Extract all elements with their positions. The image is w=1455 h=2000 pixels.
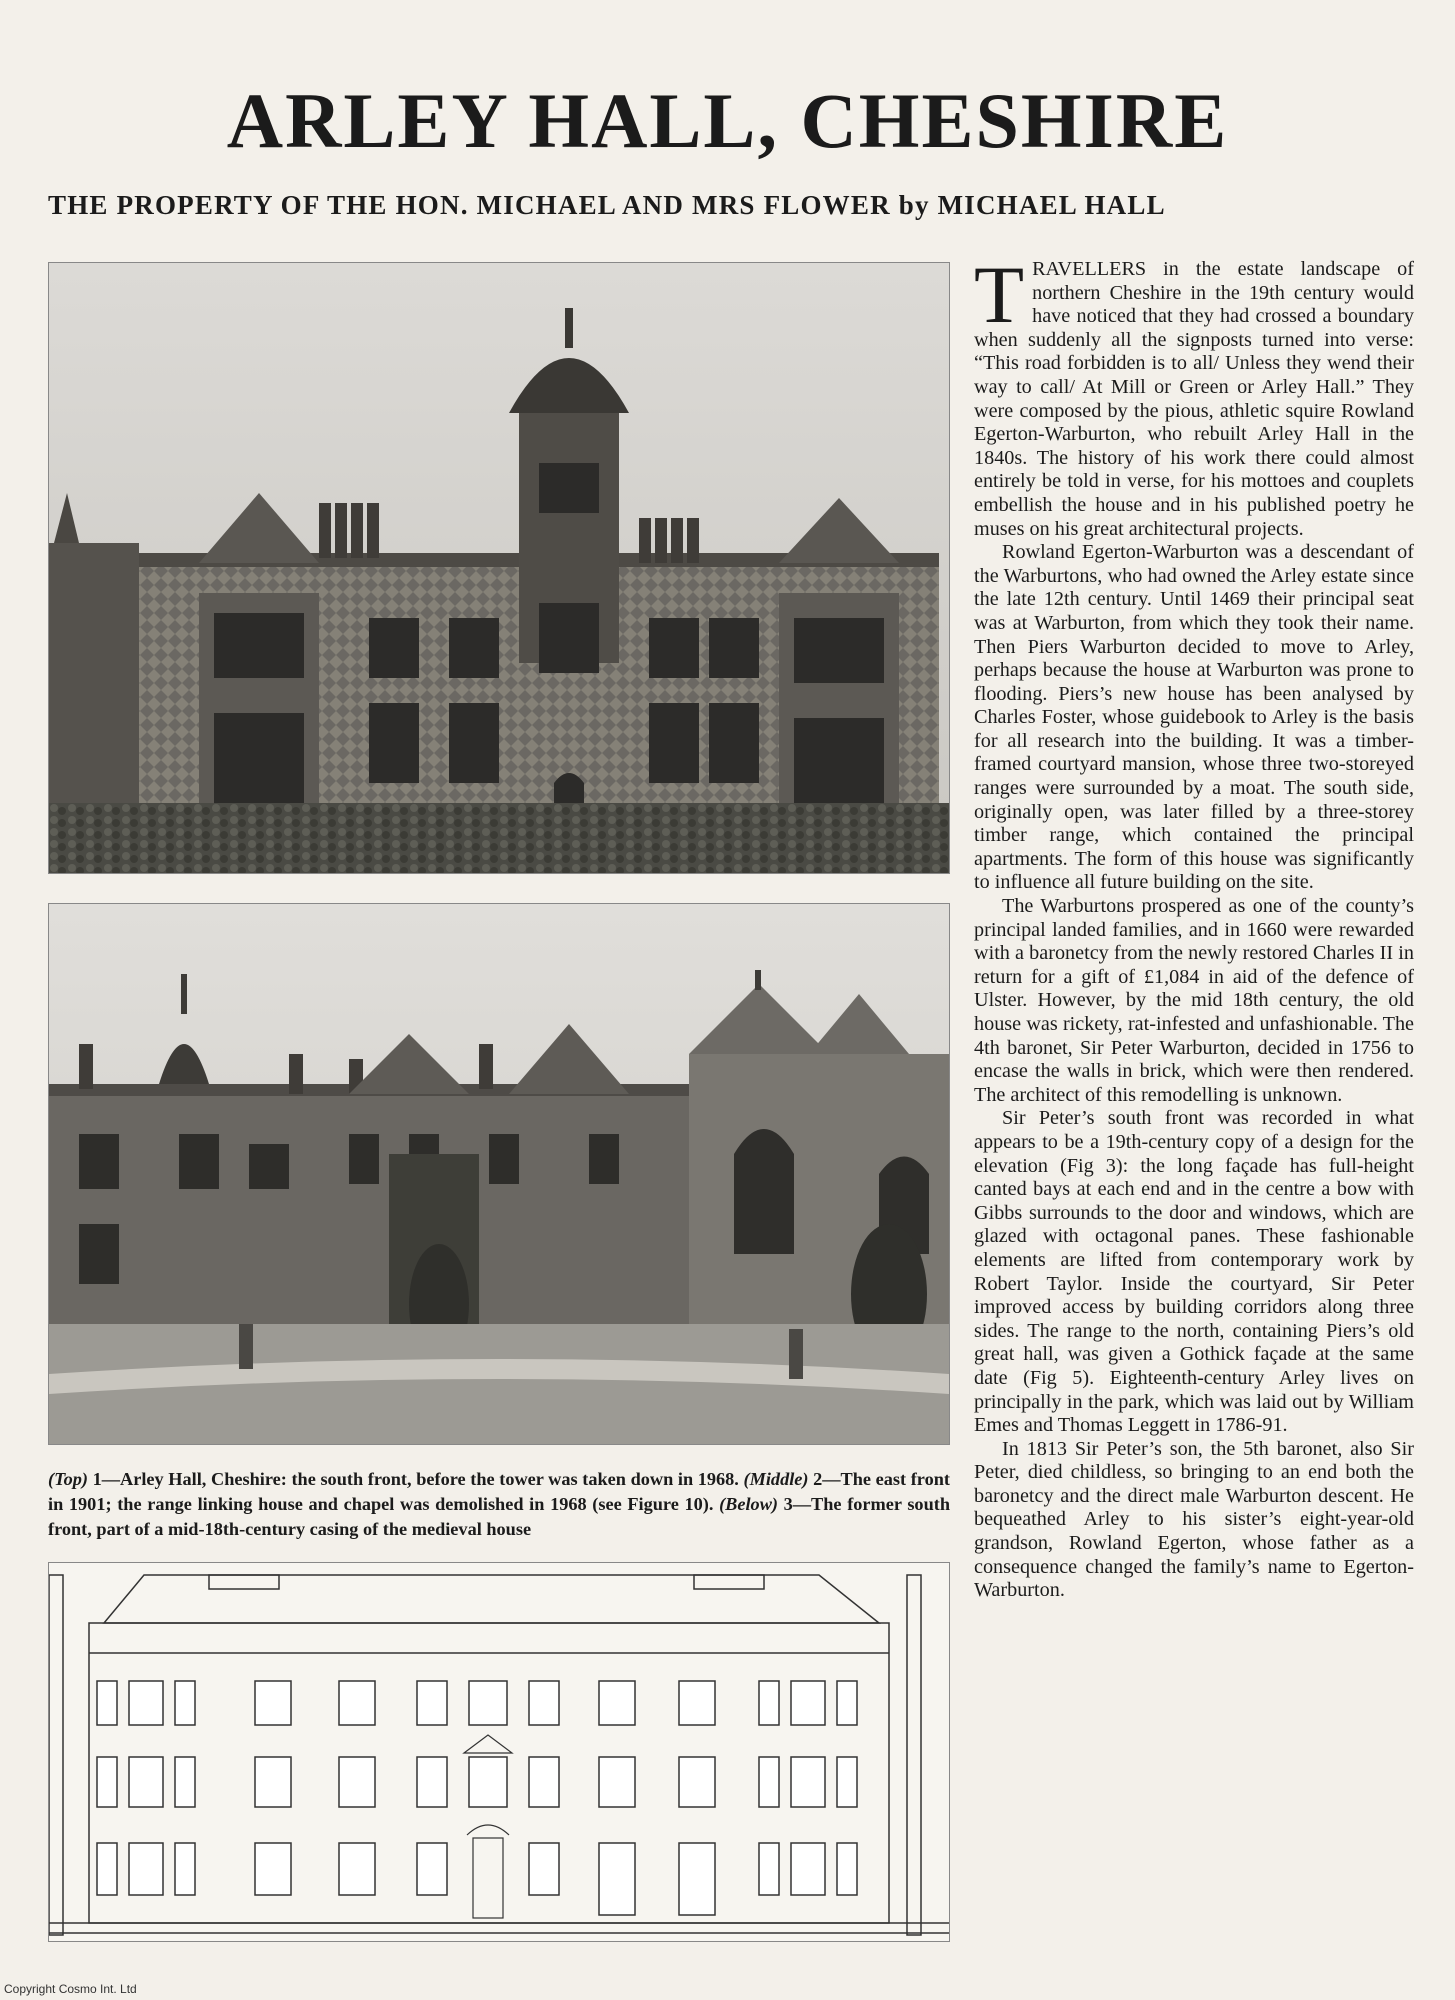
page-title: ARLEY HALL, CHESHIRE [226, 77, 1229, 164]
copyright-notice: Copyright Cosmo Int. Ltd [4, 1982, 137, 1996]
article-paragraph: The Warburtons prospered as one of the county’s principal landed families, and in 1660 were rewarded with a baronetcy from the newly restored Charles II in return for a gift of £1,084 in aid of the defence of Ulster. However, by the mid 18th century, the old house was rickety, rat-infested and unfashionable. The 4th baronet, Sir Peter Warburton, decided in 1756 to encase the walls in brick, which were then rendered. The architect of this remodelling is unknown. [974, 895, 1414, 1106]
caption-middle-label: (Middle) [743, 1469, 809, 1489]
south-front-elevation-drawing [48, 1562, 950, 1942]
article-paragraph: Rowland Egerton-Warburton was a descendant of the Warburtons, who had owned the Arley estate since the late 12th century. Until 1469 their principal seat was at Warburton, from which they took their name. Then Piers Warburton decided to move to Arley, perhaps because the house at Warburton was prone to flooding. Piers’s new house has been analysed by Charles Foster, whose guidebook to Arley is the basis for all research into the building. It was a timber-framed courtyard mansion, whose three two-storeyed ranges were surrounded by a moat. The south side, originally open, was later filled by a three-storey timber range, which contained the principal apartments. The form of this house was significantly to influence all future building on the site. [974, 541, 1414, 894]
caption-top-label: (Top) [48, 1469, 88, 1489]
article-paragraph: Sir Peter’s south front was recorded in what appears to be a 19th-century copy of a design for the elevation (Fig 3): the long façade has full-height canted bays at each end and in the centre a bow with Gibbs surrounds to the door and windows, which are glazed with octagonal panes. These fashionable elements are lifted from contemporary work by Robert Taylor. Inside the courtyard, Sir Peter improved access by building corridors along three sides. The range to the north, containing Piers’s old great hall, was given a Gothick façade at the same date (Fig 5). Eighteenth-century Arley lives on principally in the park, which was laid out by William Emes and Thomas Leggett in 1786-91. [974, 1107, 1414, 1437]
south-front-photo [48, 262, 950, 874]
caption-middle-text: 2—The east front in 1901; the range linking house and chapel was demolished in 1968 (see Figure 10). [48, 1469, 950, 1514]
article-paragraph: TRAVELLERS in the estate landscape of northern Cheshire in the 19th century would have noticed that they had crossed a boundary when suddenly all the signposts turned into verse: “This road forbidden is to all/ Unless they wend their way to call/ At Mill or Green or Arley Hall.” They were composed by the pious, athletic squire Rowland Egerton-Warburton, who rebuilt Arley Hall in the 1840s. The history of his work there could almost entirely be told in verse, for his mottoes and couplets embellish the house and in his published poetry he muses on his great architectural projects. [974, 249, 1414, 540]
caption-top-text: 1—Arley Hall, Cheshire: the south front, before the tower was taken down in 1968. [87, 1469, 744, 1489]
article-paragraph: In 1813 Sir Peter’s son, the 5th baronet, also Sir Peter, died childless, so bringing to an end both the baronetcy and the direct male Warburton descent. He bequeathed Arley to his sister’s eight-year-old grandson, Rowland Egerton, whose father as a consequence changed the family’s name to Egerton-Warburton. [974, 1437, 1414, 1602]
caption-below-label: (Below) [719, 1494, 778, 1514]
article-body [974, 249, 1414, 1603]
page-subtitle: THE PROPERTY OF THE HON. MICHAEL AND MRS FLOWER by MICHAEL HALL [48, 190, 1166, 220]
figure-caption [48, 1467, 950, 1542]
caption-below-text: 3—The former south front, part of a mid-18th-century casing of the medieval house [48, 1494, 950, 1539]
east-front-photo [48, 903, 950, 1445]
drop-cap: T [974, 249, 1025, 340]
